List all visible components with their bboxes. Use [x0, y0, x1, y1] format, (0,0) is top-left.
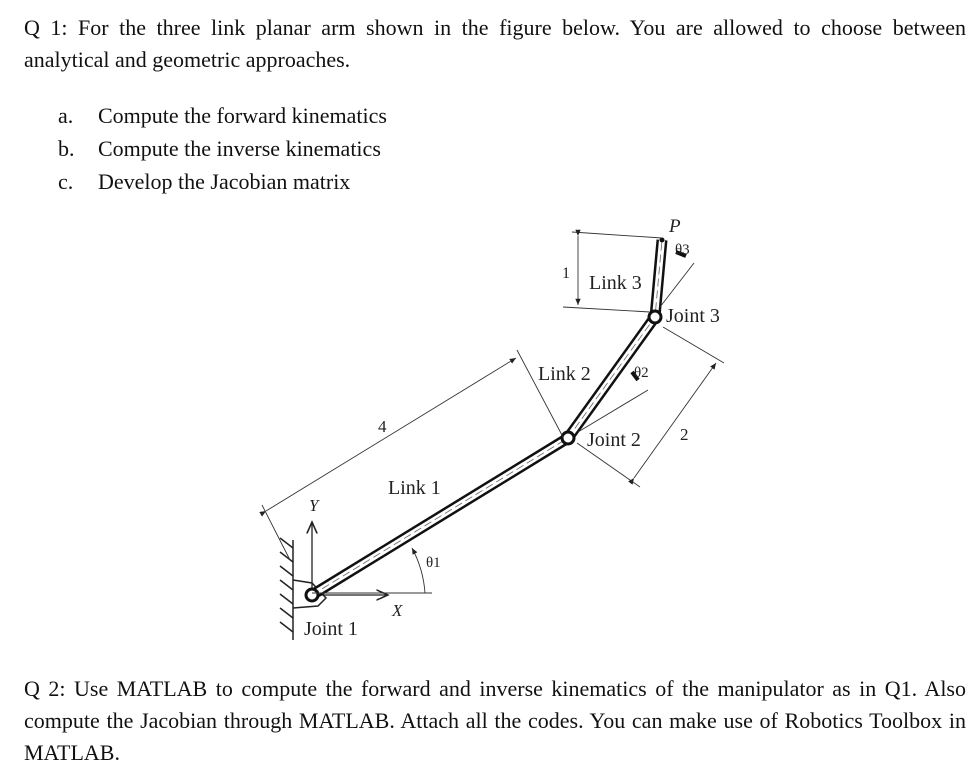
task-item: b. Compute the inverse kinematics [58, 136, 381, 161]
link1-label: Link 1 [388, 477, 441, 499]
link3-label: Link 3 [589, 272, 642, 294]
joint3-label: Joint 3 [666, 305, 720, 327]
y-axis-label: Y [309, 496, 319, 515]
joint-2-pin [562, 432, 574, 444]
question-1: Q 1: For the three link planar arm shown in the figure below. You are allowed to choose between analytical and geometric approaches. [24, 15, 966, 72]
theta3-label: θ3 [675, 242, 690, 258]
x-axis-label: X [392, 601, 403, 620]
link2-label: Link 2 [538, 363, 591, 385]
theta2-label: θ2 [634, 365, 649, 381]
point-p-label: P [669, 216, 681, 237]
length-2-label: 2 [680, 425, 689, 444]
theta1-label: θ1 [426, 555, 441, 571]
joint-1-pin [306, 589, 318, 601]
task-item: a. Compute the forward kinematics [58, 103, 387, 128]
joint2-label: Joint 2 [587, 429, 641, 451]
question-2: Q 2: Use MATLAB to compute the forward and inverse kinematics of the manipulator as in Q1. Also compute the Jacobian through MATLAB. Attach all the codes. You can make use of Robotics Toolbox in MATLAB. [24, 676, 966, 765]
task-item: c. Develop the Jacobian matrix [58, 169, 351, 194]
joint-3-pin [649, 311, 661, 323]
joint1-label: Joint 1 [304, 618, 358, 640]
length-4-label: 4 [378, 417, 387, 436]
length-1-label: 1 [562, 265, 570, 282]
